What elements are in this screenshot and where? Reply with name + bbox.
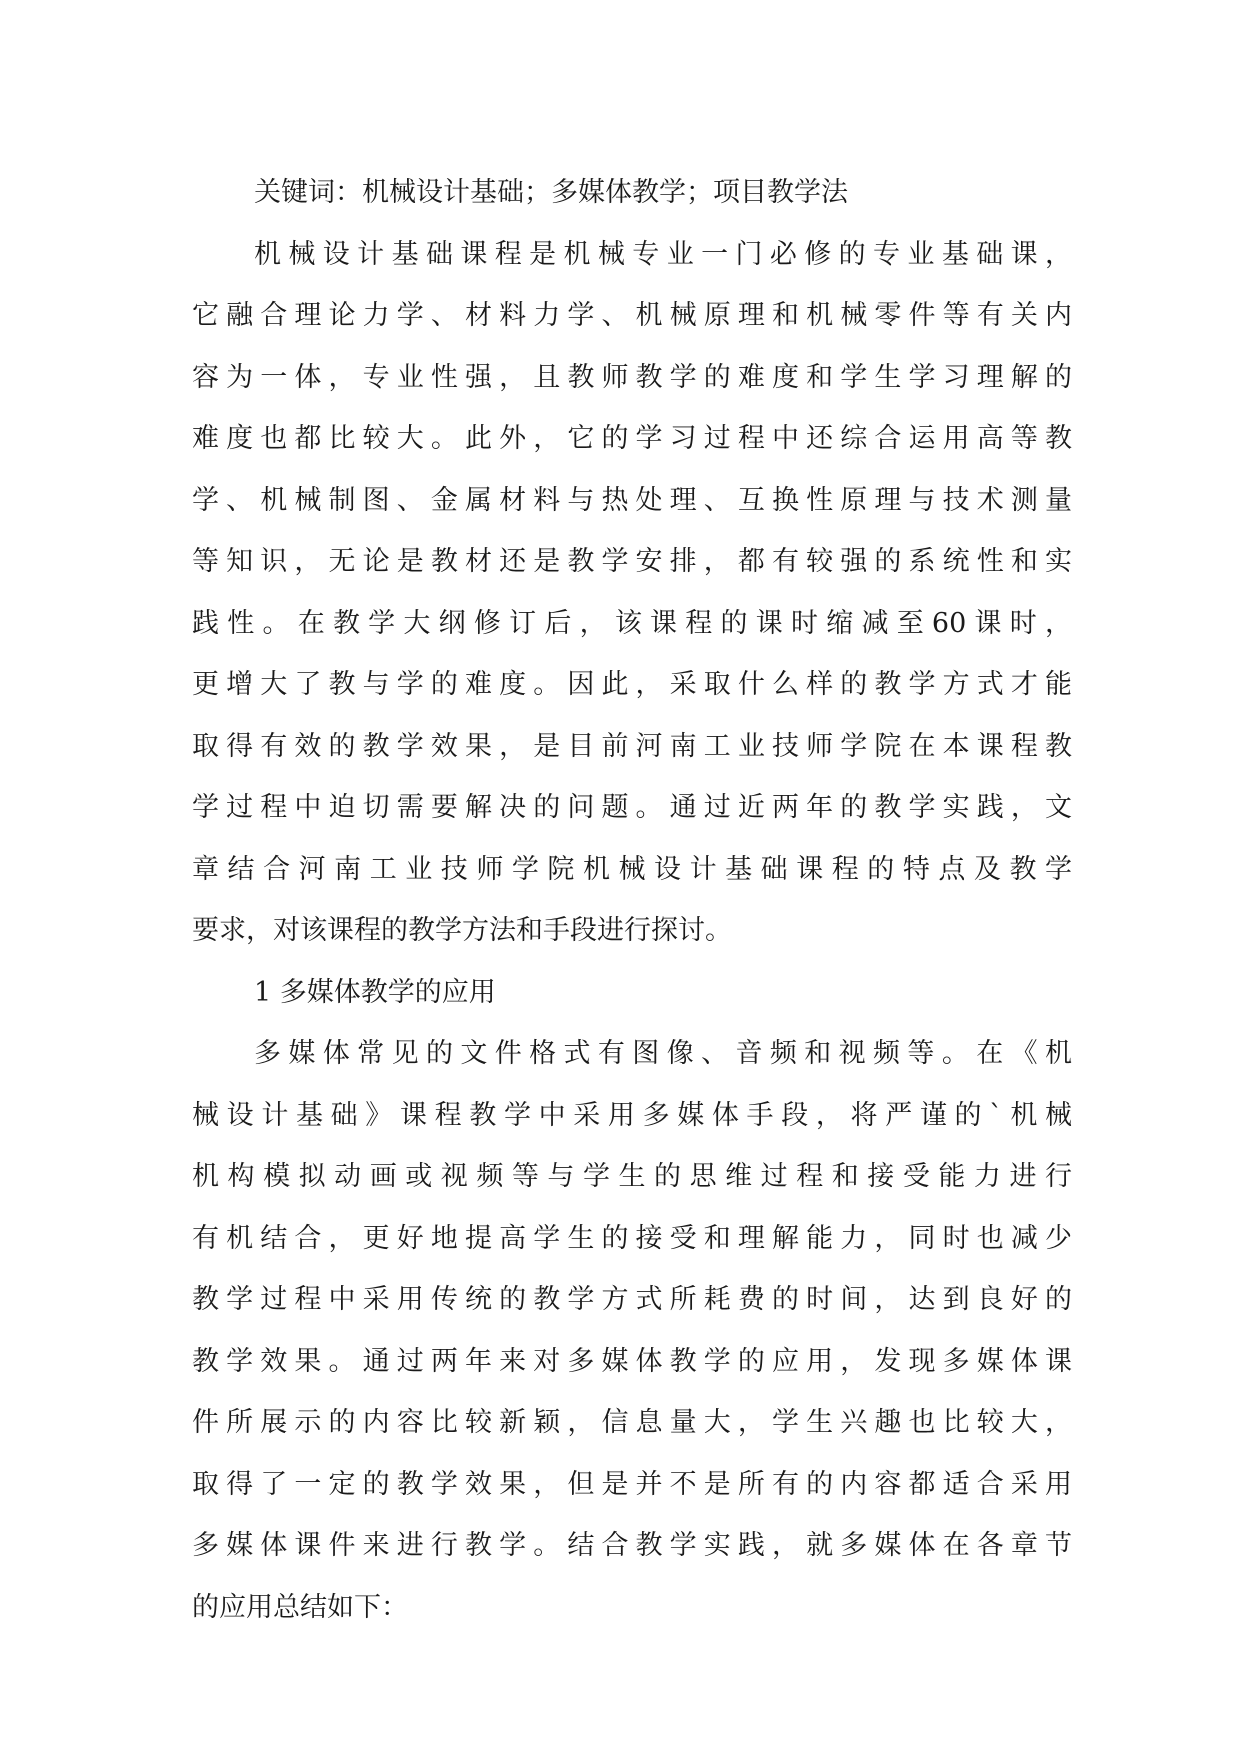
paragraph-line: 取得了一定的教学效果，但是并不是所有的内容都适合采用 bbox=[192, 1468, 1072, 1500]
paragraph-line: 要求，对该课程的教学方法和手段进行探讨。 bbox=[192, 915, 732, 946]
paragraph-line: 机构模拟动画或视频等与学生的思维过程和接受能力进行 bbox=[192, 1161, 1072, 1192]
paragraph-line: 械设计基础》课程教学中采用多媒体手段，将严谨的`机械 bbox=[192, 1099, 1072, 1131]
paragraph-line: 教学效果。通过两年来对多媒体教学的应用，发现多媒体课 bbox=[192, 1345, 1072, 1377]
paragraph-line: 容为一体，专业性强，且教师教学的难度和学生学习理解的 bbox=[192, 361, 1072, 393]
paragraph-line: 难度也都比较大。此外，它的学习过程中还综合运用高等教 bbox=[192, 423, 1072, 454]
paragraph-line: 的应用总结如下： bbox=[192, 1591, 408, 1623]
paragraph-line: 多媒体课件来进行教学。结合教学实践，就多媒体在各章节 bbox=[192, 1530, 1072, 1561]
paragraph-line: 有机结合，更好地提高学生的接受和理解能力，同时也减少 bbox=[192, 1222, 1072, 1254]
paragraph-line: 件所展示的内容比较新颖，信息量大，学生兴趣也比较大， bbox=[192, 1407, 1072, 1438]
paragraph-multimedia bbox=[192, 1023, 1072, 1638]
paragraph-line: 学过程中迫切需要解决的问题。通过近两年的教学实践，文 bbox=[192, 792, 1072, 823]
paragraph-intro bbox=[192, 224, 1072, 962]
paragraph-line: 践性。在教学大纲修订后，该课程的课时缩减至60课时， bbox=[192, 607, 1072, 639]
paragraph-line: 它融合理论力学、材料力学、机械原理和机械零件等有关内 bbox=[192, 300, 1072, 331]
paragraph-line: 章结合河南工业技师学院机械设计基础课程的特点及教学 bbox=[192, 853, 1072, 885]
paragraph-line: 取得有效的教学效果，是目前河南工业技师学院在本课程教 bbox=[192, 730, 1072, 762]
paragraph-line: 机械设计基础课程是机械专业一门必修的专业基础课， bbox=[254, 238, 1072, 270]
paragraph-line: 教学过程中采用传统的教学方式所耗费的时间，达到良好的 bbox=[192, 1284, 1072, 1315]
section-heading: 1 多媒体教学的应用 bbox=[254, 976, 496, 1008]
paragraph-line: 更增大了教与学的难度。因此，采取什么样的教学方式才能 bbox=[192, 669, 1072, 700]
document-body bbox=[192, 162, 1072, 1638]
paragraph-line: 等知识，无论是教材还是教学安排，都有较强的系统性和实 bbox=[192, 546, 1072, 577]
paragraph-line: 多媒体常见的文件格式有图像、音频和视频等。在《机 bbox=[254, 1038, 1072, 1069]
keywords-line: 关键词：机械设计基础；多媒体教学；项目教学法 bbox=[254, 177, 848, 208]
paragraph-line: 学、机械制图、金属材料与热处理、互换性原理与技术测量 bbox=[192, 484, 1072, 516]
